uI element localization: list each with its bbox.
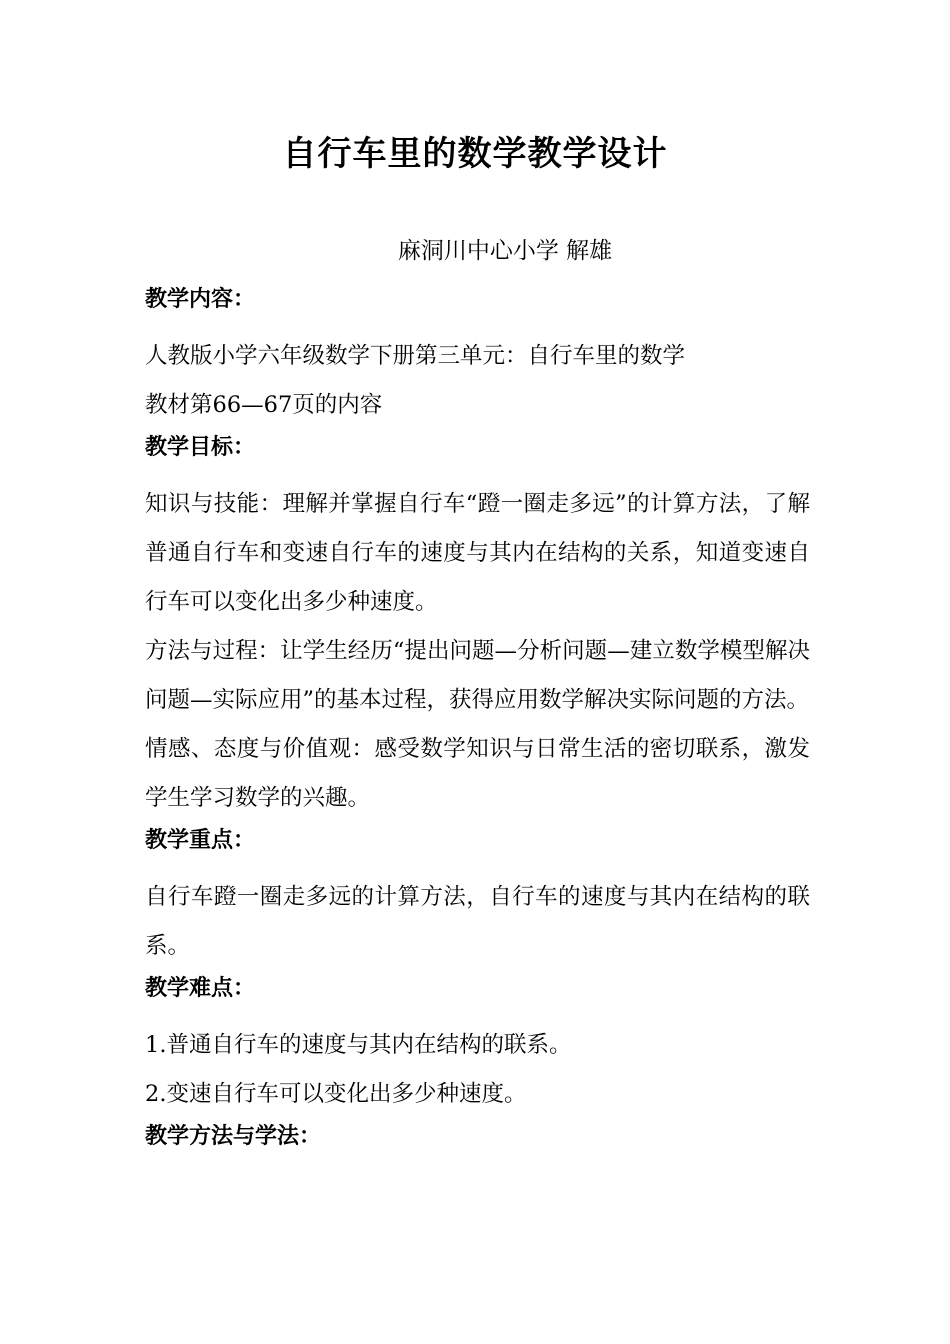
heading-teaching-difficulties: 教学难点： xyxy=(145,976,256,1001)
document-body xyxy=(145,282,810,1169)
goal-knowledge-skills: 知识与技能：理解并掌握自行车“蹬一圈走多远”的计算方法，了解普通自行车和变速自行车的速度与其内在结构的关系，知道变速自行车可以变化出多少种速度。 xyxy=(145,491,810,615)
document-title: 自行车里的数学教学设计 xyxy=(282,134,668,174)
difficulty-item-2: 2.变速自行车可以变化出多少种速度。 xyxy=(145,1081,527,1107)
heading-teaching-content: 教学内容： xyxy=(145,287,256,312)
goal-emotion-values: 情感、态度与价值观：感受数学知识与日常生活的密切联系，激发学生学习数学的兴趣。 xyxy=(145,736,810,811)
goal-method-process: 方法与过程：让学生经历“提出问题—分析问题—建立数学模型解决问题—实际应用”的基本过程，获得应用数学解决实际问题的方法。 xyxy=(145,638,810,713)
heading-teaching-methods: 教学方法与学法： xyxy=(145,1124,322,1149)
difficulty-item-1: 1.普通自行车的速度与其内在结构的联系。 xyxy=(145,1032,572,1058)
content-line-1: 人教版小学六年级数学下册第三单元：自行车里的数学 xyxy=(145,343,686,369)
heading-teaching-key-points: 教学重点： xyxy=(145,828,256,853)
content-line-2: 教材第66—67页的内容 xyxy=(145,392,383,418)
author-line: 麻洞川中心小学 解雄 xyxy=(397,238,613,264)
heading-teaching-goals: 教学目标： xyxy=(145,435,256,460)
key-points-text: 自行车蹬一圈走多远的计算方法，自行车的速度与其内在结构的联系。 xyxy=(145,884,810,959)
